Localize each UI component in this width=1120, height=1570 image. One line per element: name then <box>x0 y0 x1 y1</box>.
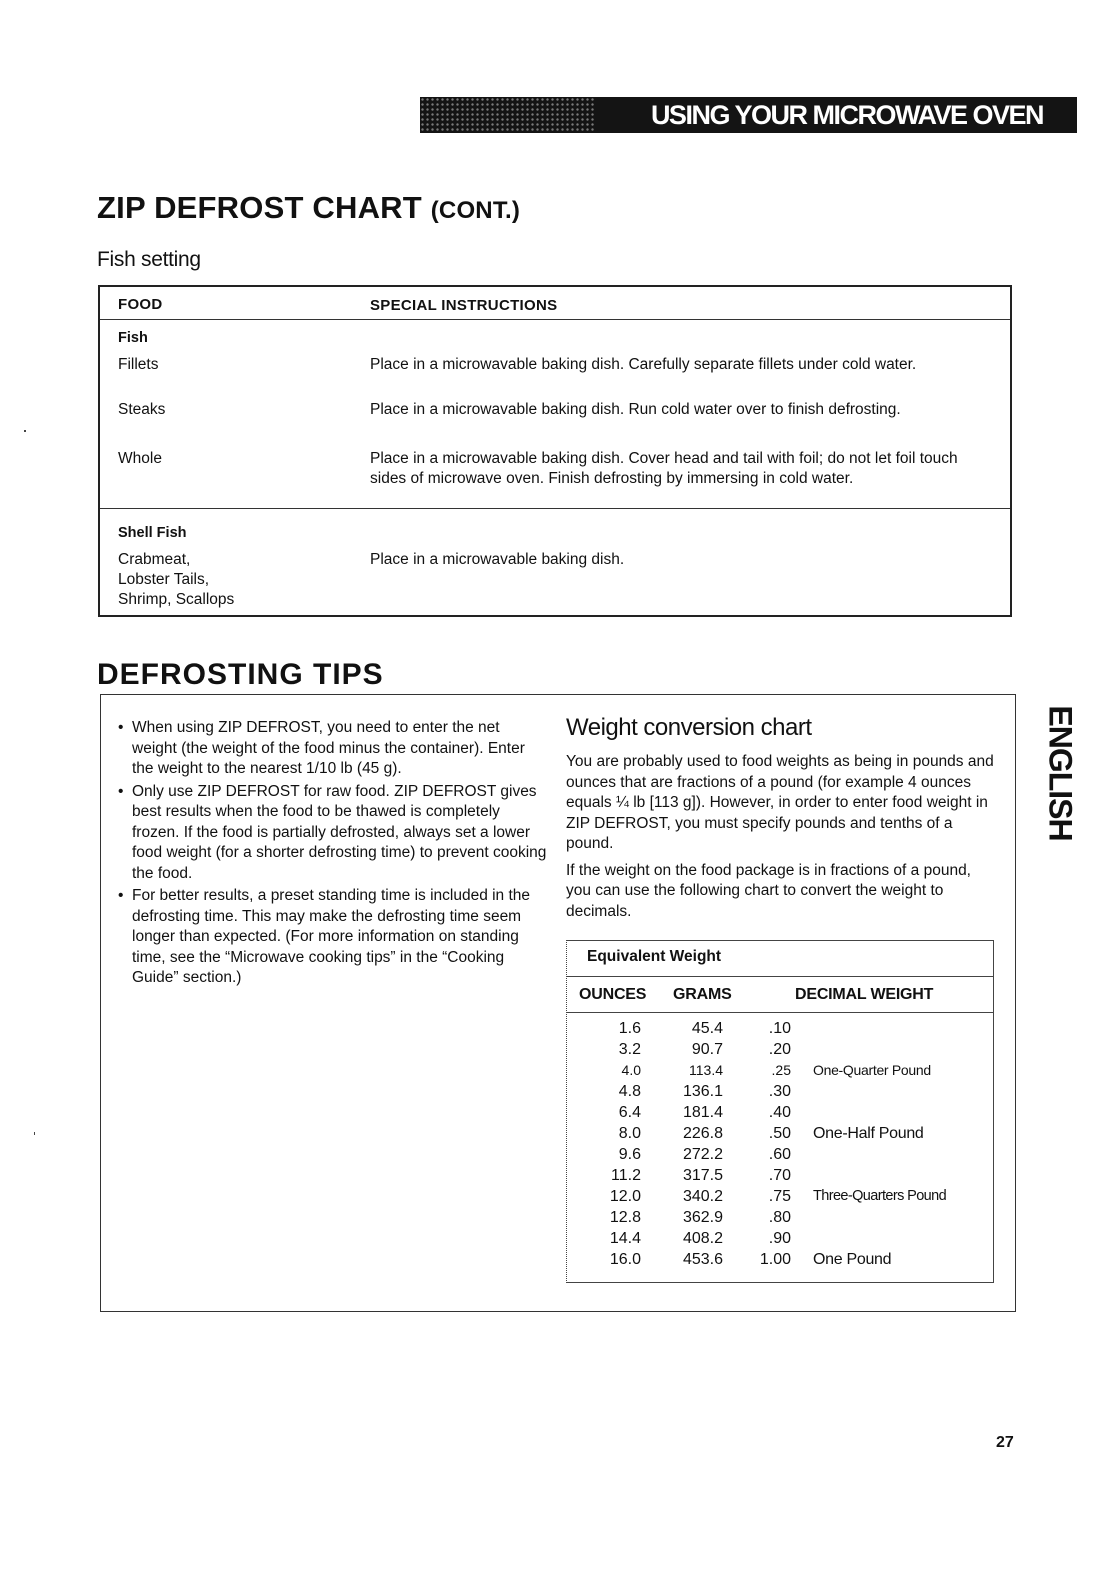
table-divider <box>567 1012 993 1013</box>
table-row-food: Lobster Tails, <box>118 571 210 588</box>
bullet-icon: • <box>118 887 124 904</box>
cell-ounces: 6.4 <box>618 1104 641 1121</box>
bullet-icon: • <box>118 782 124 800</box>
cell-decimal: .10 <box>768 1020 791 1037</box>
cell-decimal: .90 <box>768 1230 791 1247</box>
page-title-suffix: (CONT.) <box>430 197 521 224</box>
box-border-top <box>100 694 1016 695</box>
banner-halftone <box>420 97 595 133</box>
cell-note: One-Half Pound <box>813 1125 924 1142</box>
table-row-instructions: Place in a microwavable baking dish. Carefully separate fillets under cold water. <box>370 356 917 373</box>
table-row-food: Shrimp, Scallops <box>118 591 235 608</box>
page-number: 27 <box>996 1434 1014 1451</box>
column-header-grams: GRAMS <box>673 986 732 1003</box>
table-row-food: Fillets <box>118 356 159 373</box>
table-row <box>567 1209 993 1230</box>
cell-note: Three-Quarters Pound <box>813 1188 947 1204</box>
box-border-left <box>100 694 101 1312</box>
section-divider <box>100 508 1010 509</box>
tips-list <box>118 718 548 989</box>
cell-note: One Pound <box>813 1251 892 1268</box>
table-row <box>567 1062 993 1083</box>
table-row <box>567 1230 993 1251</box>
table-row-food: Steaks <box>118 401 166 418</box>
cell-ounces: 12.8 <box>609 1209 641 1226</box>
cell-decimal: .50 <box>768 1125 791 1142</box>
tip-text: When using ZIP DEFROST, you need to enter the net weight (the weight of the food minus the container). Enter the weight to the nearest 1/10 lb (45 g). <box>132 719 525 777</box>
cell-decimal: .75 <box>768 1188 791 1205</box>
table-row-food: Whole <box>118 450 162 467</box>
tip-text: Only use ZIP DEFROST for raw food. ZIP DEFROST gives best results when the food to be thawed is completely frozen. If the food is partially defrosted, always set a lower food weight (for a shorter defrosting time) to prevent cooking the food. <box>132 782 547 882</box>
cell-decimal: .70 <box>768 1167 791 1184</box>
subtitle: Fish setting <box>97 248 201 271</box>
cell-ounces: 9.6 <box>618 1146 641 1163</box>
weight-conversion-title: Weight conversion chart <box>566 714 812 741</box>
cell-decimal: .30 <box>768 1083 791 1100</box>
table-row-instructions: Place in a microwavable baking dish. Run cold water over to finish defrosting. <box>370 401 901 418</box>
table-border <box>567 940 993 941</box>
box-border-bottom <box>100 1311 1016 1312</box>
cell-grams: 181.4 <box>682 1104 723 1121</box>
section-label-fish: Fish <box>118 330 148 346</box>
cell-decimal: .80 <box>768 1209 791 1226</box>
cell-grams: 362.9 <box>682 1209 723 1226</box>
scan-speck <box>34 1132 35 1135</box>
cell-decimal: .20 <box>768 1041 791 1058</box>
table-row <box>567 1167 993 1188</box>
cell-grams: 408.2 <box>682 1230 723 1247</box>
table-header <box>100 287 1010 320</box>
cell-ounces: 11.2 <box>611 1167 641 1184</box>
equivalent-weight-table <box>566 940 994 1283</box>
cell-grams: 136.1 <box>682 1083 723 1100</box>
scan-speck <box>24 430 26 432</box>
cell-grams: 90.7 <box>691 1041 723 1058</box>
cell-grams: 340.2 <box>682 1188 723 1205</box>
column-header-instructions: SPECIAL INSTRUCTIONS <box>370 297 558 314</box>
cell-ounces: 16.0 <box>609 1251 641 1268</box>
table-row <box>567 1083 993 1104</box>
section-banner <box>420 97 1077 133</box>
cell-decimal: .60 <box>768 1146 791 1163</box>
cell-ounces: 3.2 <box>618 1041 641 1058</box>
cell-grams: 113.4 <box>689 1062 723 1078</box>
weight-conversion-paragraph: If the weight on the food package is in fractions of a pound, you can use the following chart to convert the weight to decimals. <box>566 861 971 920</box>
cell-ounces: 4.8 <box>618 1083 641 1100</box>
table-row <box>567 1125 993 1146</box>
list-item <box>118 886 548 989</box>
cell-ounces: 12.0 <box>609 1188 641 1205</box>
column-header-food: FOOD <box>118 296 163 313</box>
page-title <box>97 190 520 226</box>
bullet-icon: • <box>118 719 124 736</box>
section-label-shellfish: Shell Fish <box>118 525 187 541</box>
list-item <box>118 718 548 780</box>
column-header-ounces: OUNCES <box>579 986 647 1003</box>
table-row <box>567 1041 993 1062</box>
cell-grams: 317.5 <box>682 1167 723 1184</box>
table-row <box>567 1104 993 1125</box>
cell-grams: 226.8 <box>682 1125 723 1142</box>
table-row-food: Crabmeat, <box>118 551 191 568</box>
table-row-instructions: Place in a microwavable baking dish. <box>370 551 625 568</box>
column-header-decimal: DECIMAL WEIGHT <box>795 986 934 1003</box>
cell-ounces: 8.0 <box>618 1125 641 1142</box>
cell-ounces: 4.0 <box>621 1062 641 1078</box>
cell-note: One-Quarter Pound <box>813 1062 931 1078</box>
banner-title: USING YOUR MICROWAVE OVEN <box>650 100 1043 130</box>
cell-decimal: 1.00 <box>759 1251 791 1268</box>
tip-text: For better results, a preset standing time is included in the defrosting time. This may make the defrosting time seem longer than expected. (For more information on standing time, see the “Microwave cooking tips” in the “Cooking Guide” section.) <box>132 887 531 986</box>
page-title-main: ZIP DEFROST CHART <box>97 190 422 225</box>
cell-decimal: .40 <box>768 1104 791 1121</box>
list-item <box>118 782 548 885</box>
table-row <box>567 1146 993 1167</box>
fish-setting-table <box>98 285 1012 617</box>
weight-conversion-paragraph: You are probably used to food weights as being in pounds and ounces that are fractions of a pound (for example 4 ounces equals ¼ lb [113 g]). However, in order to enter food weight in ZIP DEFROST, you must specify pounds and tenths of a pound. <box>566 753 994 852</box>
table-divider <box>567 976 993 977</box>
cell-decimal: .25 <box>771 1062 791 1078</box>
table-row <box>567 1020 993 1041</box>
cell-ounces: 1.6 <box>618 1020 641 1037</box>
cell-grams: 453.6 <box>682 1251 723 1268</box>
table-caption: Equivalent Weight <box>587 948 722 965</box>
language-side-tab <box>1042 690 1078 856</box>
table-row <box>567 1188 993 1209</box>
table-row-instructions: Place in a microwavable baking dish. Cover head and tail with foil; do not let foil touch sides of microwave oven. Finish defrosting by immersing in cold water. <box>370 450 958 487</box>
cell-grams: 272.2 <box>682 1146 723 1163</box>
cell-grams: 45.4 <box>691 1020 723 1037</box>
box-border-right <box>1015 694 1016 1312</box>
table-row <box>567 1251 993 1272</box>
weight-conversion-section <box>566 714 996 928</box>
cell-ounces: 14.4 <box>609 1230 641 1247</box>
defrosting-tips-title: DEFROSTING TIPS <box>97 658 384 691</box>
language-side-tab-label: ENGLISH <box>1042 705 1079 841</box>
